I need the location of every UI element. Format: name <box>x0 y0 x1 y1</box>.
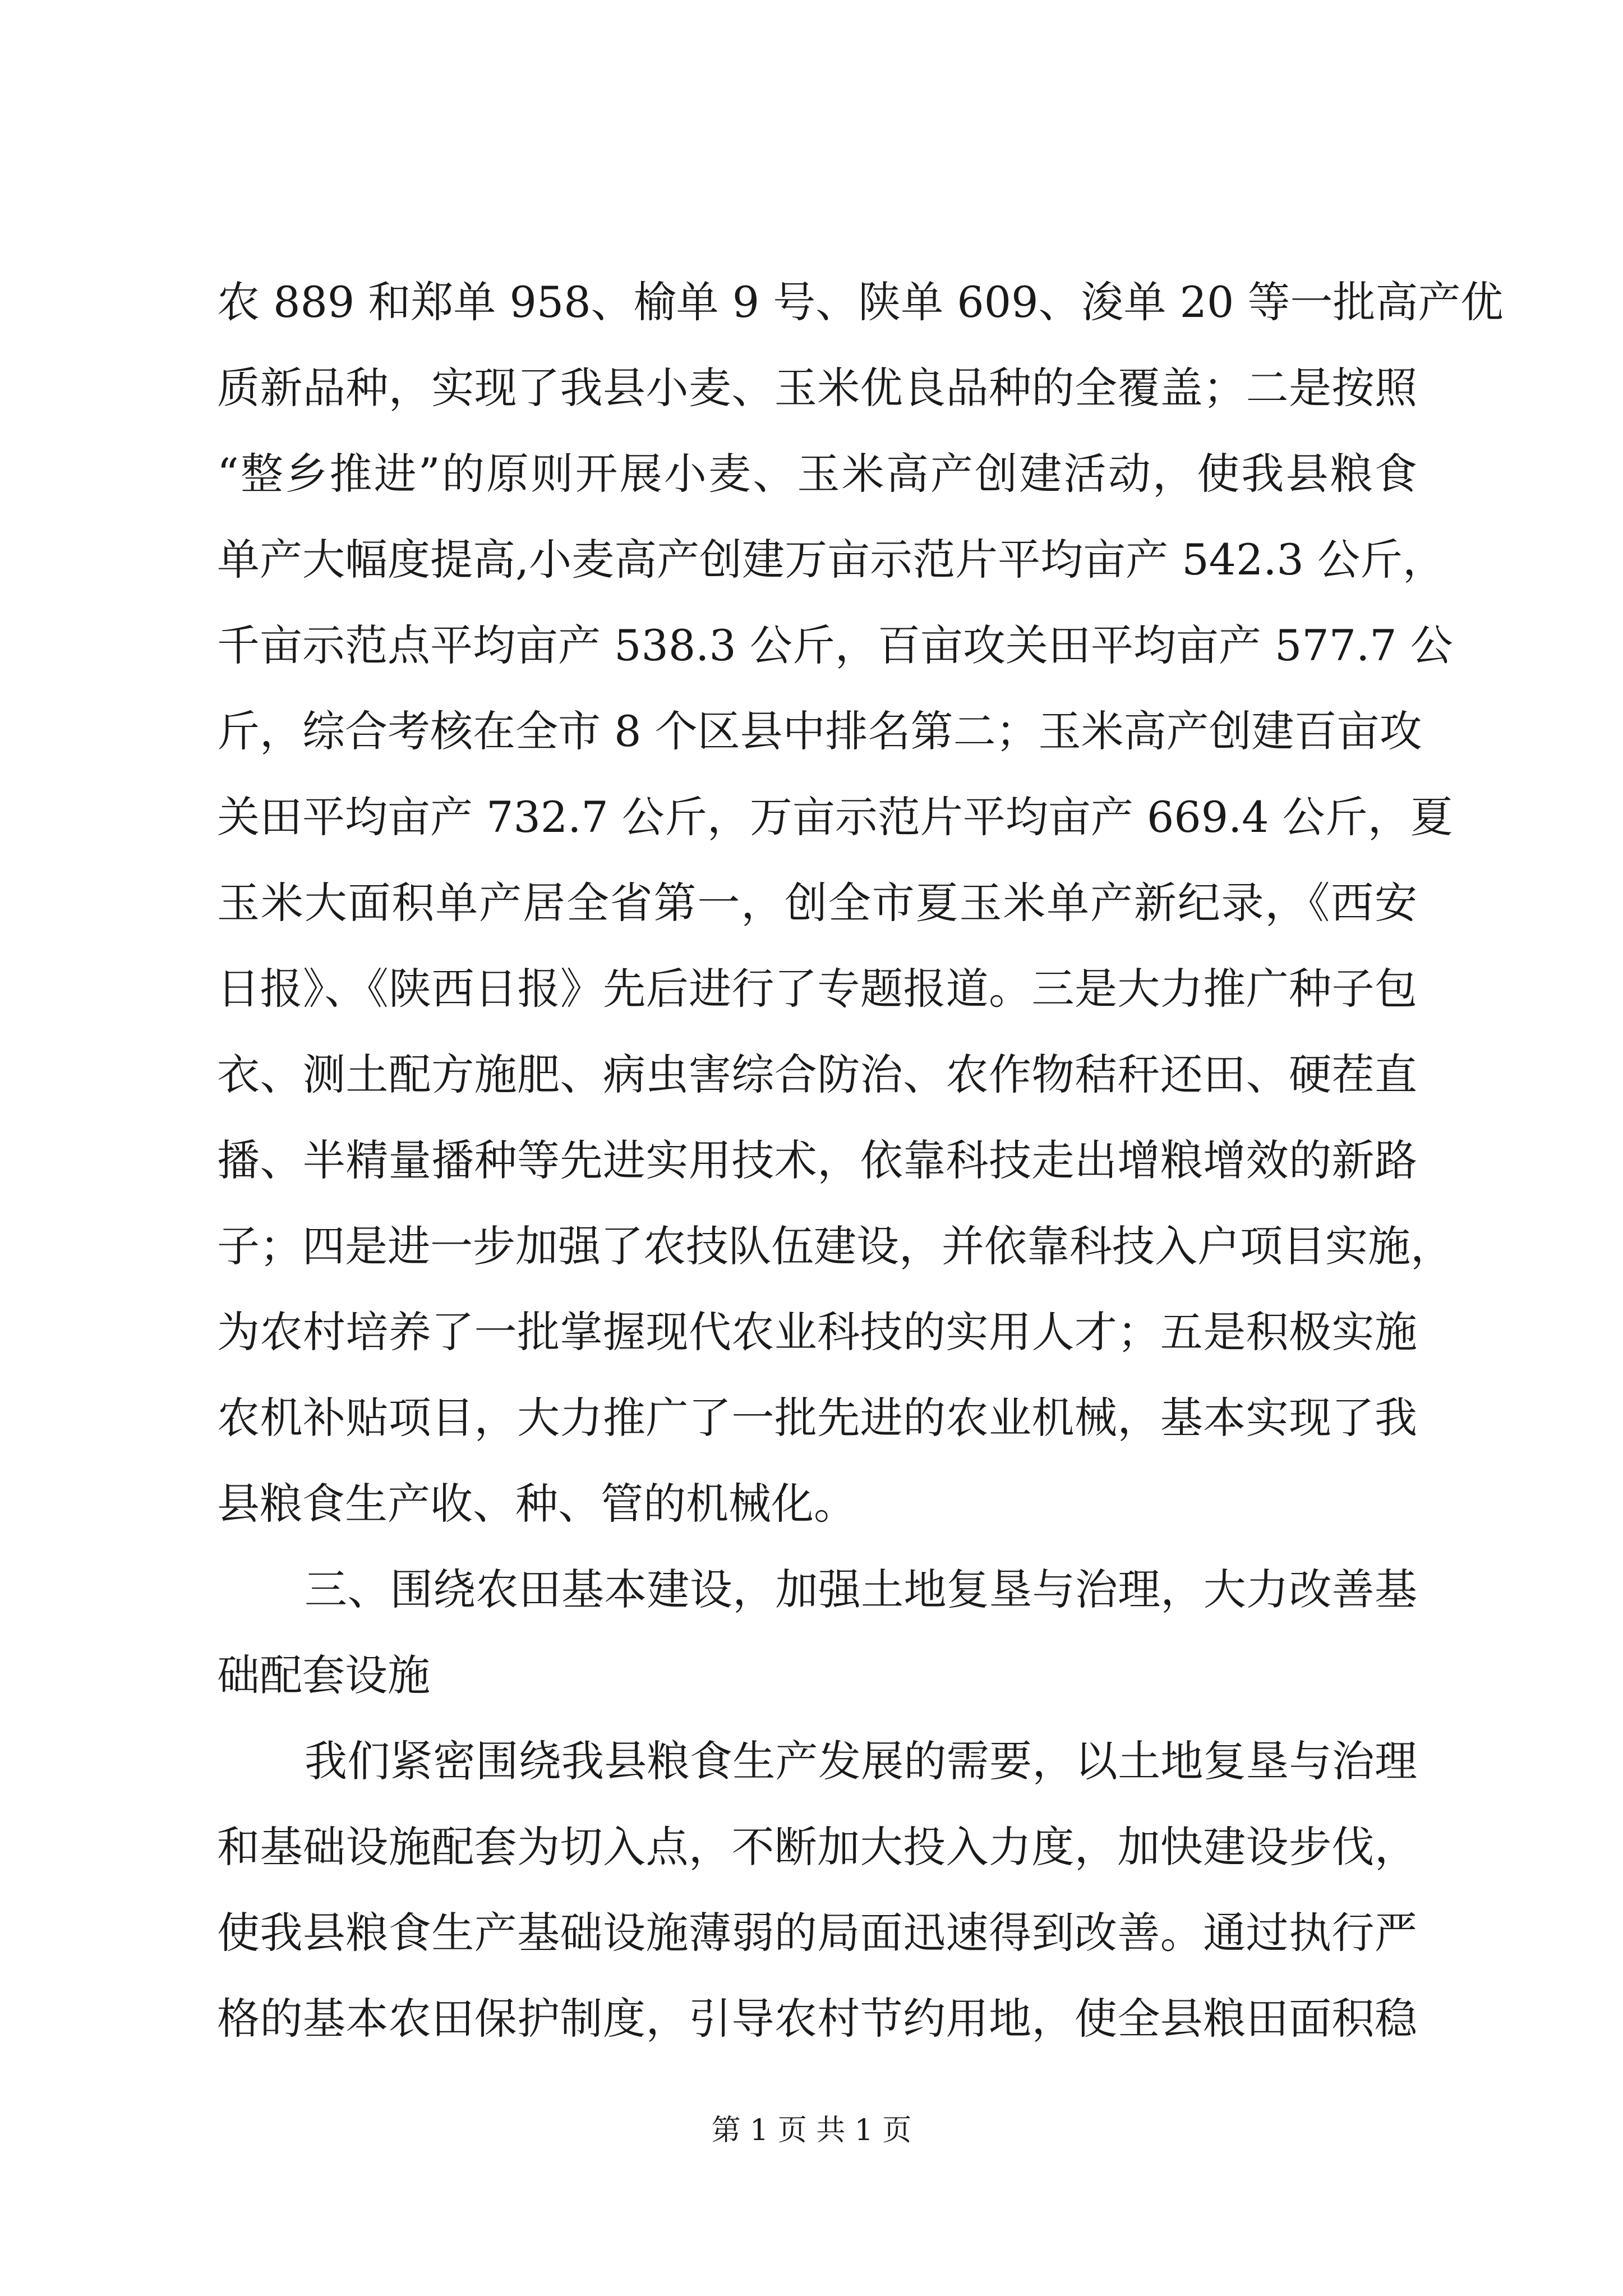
text-line: 我们紧密围绕我县粮食生产发展的需要，以土地复垦与治理 <box>305 1736 1417 1786</box>
text-line: 使我县粮食生产基础设施薄弱的局面迅速得到改善。通过执行严 <box>217 1908 1417 1958</box>
text-line: 斤，综合考核在全市 8 个区县中排名第二；玉米高产创建百亩攻 <box>217 706 1422 756</box>
text-line: 县粮食生产收、种、管的机械化。 <box>217 1479 856 1529</box>
text-line: 农 889 和郑单 958、榆单 9 号、陕单 609、浚单 20 等一批高产优 <box>217 277 1504 327</box>
text-line: 播、半精量播种等先进实用技术，依靠科技走出增粮增效的新路 <box>217 1135 1417 1185</box>
section-heading-line: 三、围绕农田基本建设，加强土地复垦与治理，大力改善基 <box>305 1565 1417 1614</box>
section-heading-line: 础配套设施 <box>217 1650 430 1700</box>
text-line: 和基础设施配套为切入点，不断加大投入力度，加快建设步伐， <box>217 1822 1417 1872</box>
text-line: 关田平均亩产 732.7 公斤，万亩示范片平均亩产 669.4 公斤，夏 <box>217 792 1453 842</box>
text-line: 农机补贴项目，大力推广了一批先进的农业机械，基本实现了我 <box>217 1393 1417 1443</box>
text-line: 质新品种，实现了我县小麦、玉米优良品种的全覆盖；二是按照 <box>217 363 1417 413</box>
text-line: 格的基本农田保护制度，引导农村节约用地，使全县粮田面积稳 <box>217 1994 1417 2044</box>
page-number-footer: 第 1 页 共 1 页 <box>711 2114 912 2147</box>
text-line: 子；四是进一步加强了农技队伍建设，并依靠科技入户项目实施， <box>217 1221 1453 1271</box>
text-line: 千亩示范点平均亩产 538.3 公斤，百亩攻关田平均亩产 577.7 公 <box>217 620 1453 670</box>
text-line: 玉米大面积单产居全省第一，创全市夏玉米单产新纪录，《西安 <box>217 878 1417 928</box>
text-line: 单产大幅度提高,小麦高产创建万亩示范片平均亩产 542.3 公斤， <box>217 535 1446 585</box>
text-line: “整乡推进”的原则开展小麦、玉米高产创建活动，使我县粮食 <box>217 449 1417 499</box>
document-body <box>217 259 1504 2062</box>
text-line: 为农村培养了一批掌握现代农业科技的实用人才；五是积极实施 <box>217 1307 1417 1357</box>
text-line: 日报》、《陕西日报》先后进行了专题报道。三是大力推广种子包 <box>217 964 1417 1014</box>
text-line: 衣、测土配方施肥、病虫害综合防治、农作物秸秆还田、硬茬直 <box>217 1050 1417 1099</box>
